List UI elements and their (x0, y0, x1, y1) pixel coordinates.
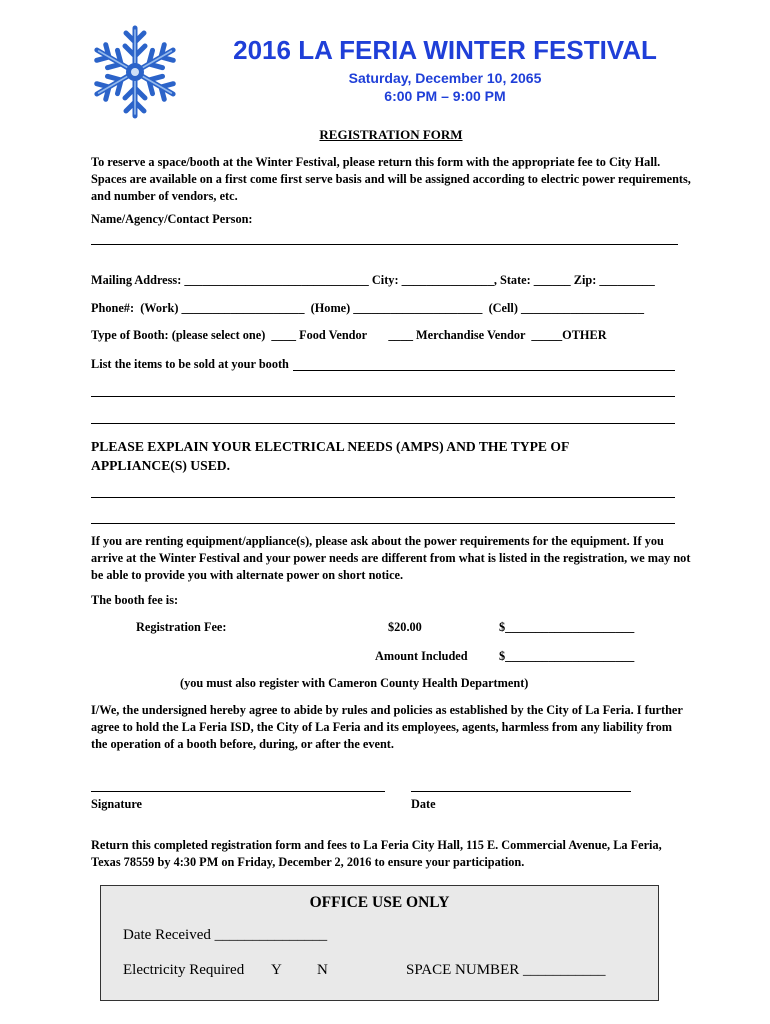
health-department-note: (you must also register with Cameron County Health Department) (180, 676, 529, 690)
agreement-paragraph: I/We, the undersigned hereby agree to abide by rules and policies as established by the City of La Feria. I further agree to hold the La Feria ISD, the City of La Feria and its employees, agents, harmless from any liability from the operation of a booth before, during, or after the event. (91, 703, 683, 751)
office-use-heading: OFFICE USE ONLY (309, 894, 450, 911)
items-label: List the items to be sold at your booth (91, 357, 289, 371)
electrical-heading-line-1: PLEASE EXPLAIN YOUR ELECTRICAL NEEDS (AMPS) AND THE TYPE OF (91, 439, 570, 454)
registration-fee-amount: $20.00 (388, 620, 422, 634)
renting-note: If you are renting equipment/appliance(s), please ask about the power requirements for the equipment. If you arrive at the Winter Festival and your power needs are different from what is listed in the registration, we may not be able to provide you with alternate power on short notice. (91, 534, 691, 582)
snowflake-icon (85, 22, 185, 122)
fee-intro: The booth fee is: (91, 593, 179, 607)
electricity-required-label: Electricity Required (123, 962, 245, 978)
intro-paragraph: To reserve a space/booth at the Winter Festival, please return this form with the appropriate fee to City Hall. Spaces are available on a first come first serve basis and will be assigned according to electric power requirements, and number of vendors, etc. (91, 155, 691, 203)
electrical-heading-line-2: APPLIANCE(S) USED. (91, 458, 230, 473)
phone-row[interactable]: Phone#: (Work) ____________________ (Home) _____________________ (Cell) ____________________ (91, 301, 644, 315)
registration-fee-label: Registration Fee: (136, 620, 227, 634)
space-number-field[interactable]: SPACE NUMBER ___________ (406, 962, 606, 978)
registration-fee-field[interactable]: $_____________________ (499, 620, 635, 634)
name-field[interactable] (91, 244, 678, 245)
date-received-field[interactable]: Date Received _______________ (123, 927, 328, 943)
event-time: 6:00 PM – 9:00 PM (384, 88, 506, 104)
signature-field[interactable] (91, 791, 385, 792)
booth-type-row[interactable]: Type of Booth: (please select one) ____ Food Vendor ____ Merchandise Vendor _____OTHER (91, 328, 607, 342)
amount-included-label: Amount Included (375, 649, 468, 663)
electrical-field-line-2[interactable] (91, 523, 675, 524)
signature-label: Signature (91, 797, 143, 811)
page-title: 2016 LA FERIA WINTER FESTIVAL (233, 35, 657, 65)
mailing-address-row[interactable]: Mailing Address: ______________________________ City: _______________, State: ______ Zip: _________ (91, 273, 655, 287)
date-label: Date (411, 797, 436, 811)
items-field[interactable] (293, 370, 675, 371)
electrical-field-line-1[interactable] (91, 497, 675, 498)
items-field-line-2[interactable] (91, 396, 675, 397)
form-heading: REGISTRATION FORM (319, 127, 463, 142)
name-label: Name/Agency/Contact Person: (91, 212, 253, 226)
amount-included-field[interactable]: $_____________________ (499, 649, 635, 663)
electricity-no-option[interactable]: N (317, 962, 328, 978)
electricity-yes-option[interactable]: Y (271, 962, 282, 978)
event-date: Saturday, December 10, 2065 (348, 70, 542, 86)
date-field[interactable] (411, 791, 631, 792)
items-field-line-3[interactable] (91, 423, 675, 424)
return-note: Return this completed registration form and fees to La Feria City Hall, 115 E. Commercial Avenue, La Feria, Texas 78559 by 4:30 PM on Friday, December 2, 2016 to ensure your participation. (91, 838, 662, 869)
office-use-box (100, 885, 659, 1001)
